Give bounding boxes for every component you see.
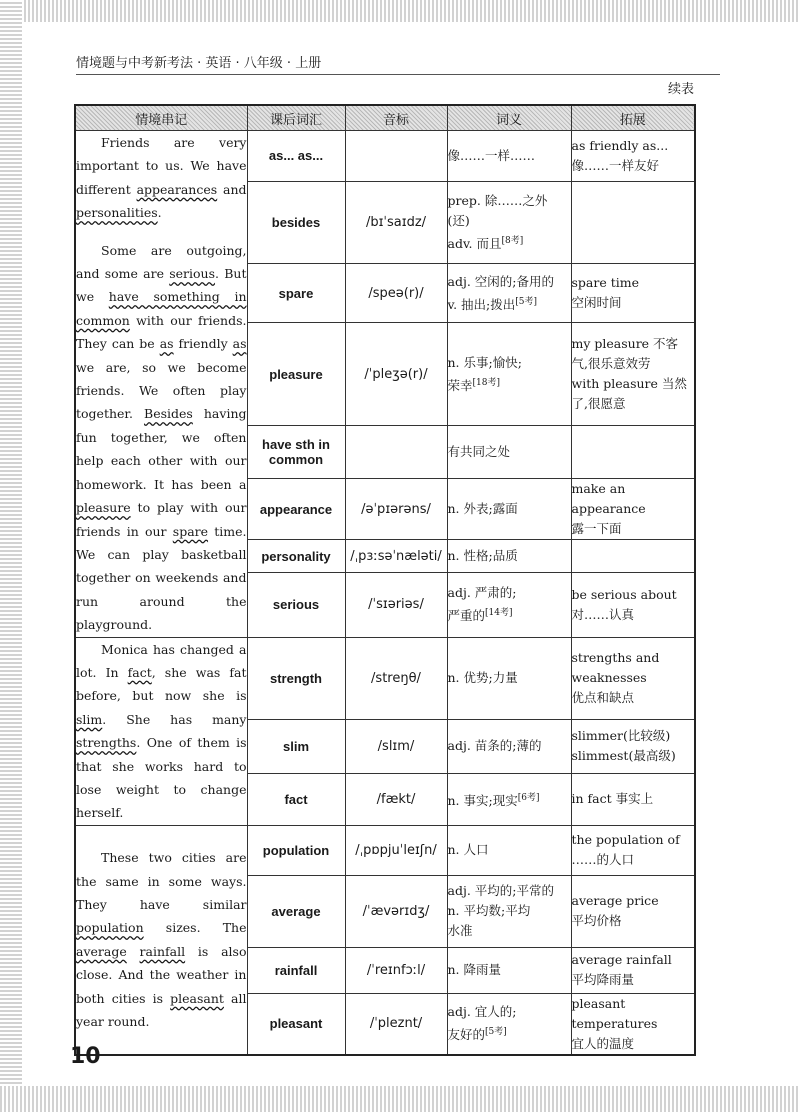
story-text: . One of them is that she works hard to lose weight to change herself. bbox=[76, 735, 247, 821]
meaning-text: n. 性格;品质 bbox=[447, 548, 518, 564]
story-cell bbox=[75, 825, 247, 1055]
meaning-line bbox=[448, 901, 571, 921]
meaning-text: prep. 除……之外 bbox=[447, 192, 548, 208]
vocab-word: average bbox=[247, 875, 345, 947]
meaning bbox=[447, 181, 571, 264]
meaning-text: n. 平均数;平均 bbox=[447, 903, 531, 919]
meaning bbox=[447, 993, 571, 1055]
phonetic: /əˈpɪərəns/ bbox=[345, 478, 447, 540]
meaning bbox=[447, 131, 571, 182]
key-word: pleasant bbox=[170, 990, 224, 1006]
story-text: . She has many bbox=[102, 711, 247, 727]
phonetic: /ˌpɜːsəˈnæləti/ bbox=[345, 540, 447, 572]
meaning-text: 有共同之处 bbox=[447, 443, 511, 459]
extension-line: the population of bbox=[571, 832, 680, 848]
meaning-line bbox=[448, 231, 571, 254]
extension bbox=[571, 264, 695, 323]
story-text: we are, so we become friends. We often play together. bbox=[76, 359, 247, 422]
key-word: slim bbox=[76, 711, 103, 727]
key-word: appearances bbox=[136, 181, 218, 197]
extension bbox=[571, 540, 695, 572]
extension bbox=[571, 637, 695, 719]
key-word: as bbox=[159, 336, 174, 352]
story-text: , she was fat before, but now she is bbox=[76, 664, 247, 704]
phonetic bbox=[345, 426, 447, 479]
meaning-text: n. 乐事;愉快; bbox=[447, 354, 522, 370]
story-text: and bbox=[217, 181, 247, 197]
exam-count: [18考] bbox=[472, 377, 500, 388]
meaning-line bbox=[448, 583, 571, 603]
meaning bbox=[447, 264, 571, 323]
story-text: Monica has changed a lot. In bbox=[76, 641, 247, 680]
vocab-word: slim bbox=[247, 719, 345, 773]
meaning-line bbox=[448, 272, 571, 292]
extension-line: 宜人的温度 bbox=[571, 1035, 635, 1051]
meaning-line bbox=[448, 373, 571, 396]
meaning bbox=[447, 637, 571, 719]
meaning bbox=[447, 875, 571, 947]
key-word: serious bbox=[169, 266, 216, 282]
story-text: friendly bbox=[173, 336, 233, 352]
story-text: . But we bbox=[76, 266, 247, 305]
story-text: is also close. And the weather in both cities is bbox=[76, 943, 247, 1006]
meaning-text: n. 降雨量 bbox=[447, 962, 501, 978]
exam-count: [14考] bbox=[485, 608, 513, 619]
story-cell bbox=[75, 637, 247, 825]
meaning-text: adj. 空闲的;备用的 bbox=[447, 273, 554, 289]
story-text: sizes. The bbox=[143, 920, 247, 936]
meaning-line bbox=[448, 840, 571, 860]
vocab-word: pleasant bbox=[247, 993, 345, 1055]
extension-line: pleasant temperatures bbox=[571, 995, 658, 1031]
phonetic: /streŋθ/ bbox=[345, 637, 447, 719]
meaning-text: n. 事实;现实 bbox=[447, 792, 518, 808]
meaning-line bbox=[448, 668, 571, 688]
story-text: with our friends. They can be bbox=[76, 312, 247, 352]
extension bbox=[571, 719, 695, 773]
story-text: all year round. bbox=[76, 990, 247, 1029]
vocab-word: as... as... bbox=[247, 131, 345, 182]
meaning-line bbox=[448, 211, 571, 231]
meaning-line bbox=[448, 292, 571, 315]
key-word: as bbox=[232, 336, 247, 352]
column-header: 词义 bbox=[447, 105, 571, 131]
meaning bbox=[447, 947, 571, 993]
extension-line: ……的人口 bbox=[571, 852, 635, 868]
phonetic: /bɪˈsaɪdz/ bbox=[345, 181, 447, 264]
story-paragraph bbox=[76, 846, 247, 1033]
meaning-text: 像……一样…… bbox=[447, 147, 536, 163]
meaning bbox=[447, 540, 571, 572]
exam-count: [5考] bbox=[515, 296, 537, 307]
key-word: average bbox=[76, 943, 127, 959]
extension-line: 空闲时间 bbox=[571, 295, 622, 311]
meaning-line bbox=[448, 546, 571, 566]
extension bbox=[571, 426, 695, 479]
phonetic bbox=[345, 131, 447, 182]
meaning-line bbox=[448, 191, 571, 211]
extension-line: make an appearance bbox=[571, 481, 646, 517]
extension-line: with pleasure 当然了,很愿意 bbox=[571, 376, 687, 412]
extension-line: my pleasure 不客气,很乐意效劳 bbox=[571, 336, 679, 372]
phonetic: /speə(r)/ bbox=[345, 264, 447, 323]
extension bbox=[571, 875, 695, 947]
vocab-word: rainfall bbox=[247, 947, 345, 993]
vocabulary-table bbox=[74, 104, 696, 1056]
story-paragraph bbox=[76, 239, 247, 637]
meaning-line bbox=[448, 499, 571, 519]
meaning bbox=[447, 825, 571, 875]
key-word: personalities bbox=[76, 205, 158, 221]
scan-edge-top bbox=[0, 0, 800, 22]
meaning bbox=[447, 572, 571, 637]
key-word: fact bbox=[127, 664, 152, 680]
phonetic: /ˈævərɪdʒ/ bbox=[345, 875, 447, 947]
key-word: spare bbox=[172, 523, 209, 539]
meaning bbox=[447, 478, 571, 540]
scan-edge-bottom bbox=[0, 1086, 800, 1112]
key-word: have something in common bbox=[76, 289, 247, 328]
vocab-word: pleasure bbox=[247, 323, 345, 426]
vocab-word: fact bbox=[247, 773, 345, 825]
phonetic: /slɪm/ bbox=[345, 719, 447, 773]
exam-count: [8考] bbox=[501, 235, 524, 246]
column-header: 情境串记 bbox=[75, 105, 247, 131]
meaning bbox=[447, 426, 571, 479]
meaning-text: adj. 严肃的; bbox=[447, 585, 517, 601]
story-text: time. We can play basketball together on weekends and run around the playground. bbox=[76, 523, 247, 633]
extension bbox=[571, 181, 695, 264]
key-word: strengths bbox=[76, 735, 137, 751]
meaning-line bbox=[448, 960, 571, 980]
extension-line: in fact 事实上 bbox=[571, 791, 654, 807]
phonetic: /ˈreɪnfɔːl/ bbox=[345, 947, 447, 993]
paragraph-gap bbox=[76, 225, 247, 239]
extension-line: as friendly as... bbox=[571, 137, 669, 153]
meaning-text: 严重的 bbox=[447, 608, 486, 624]
meaning-text: n. 人口 bbox=[447, 842, 489, 858]
running-header: 情境题与中考新考法 · 英语 · 八年级 · 上册 bbox=[76, 52, 720, 75]
vocab-word: spare bbox=[247, 264, 345, 323]
meaning-line bbox=[448, 736, 571, 756]
page-number: 10 bbox=[70, 1044, 101, 1069]
extension bbox=[571, 773, 695, 825]
vocab-word: strength bbox=[247, 637, 345, 719]
story-text: to play with our friends in our bbox=[76, 500, 247, 539]
extension-line: 露一下面 bbox=[571, 521, 622, 537]
phonetic: /ˈpleʒə(r)/ bbox=[345, 323, 447, 426]
key-word: rainfall bbox=[139, 943, 186, 959]
vocab-word: have sth in common bbox=[247, 426, 345, 479]
extension-line: 对……认真 bbox=[571, 606, 635, 622]
meaning bbox=[447, 773, 571, 825]
scan-edge-left bbox=[0, 0, 22, 1112]
phonetic: /ˌpɒpjuˈleɪʃn/ bbox=[345, 825, 447, 875]
meaning-text: adj. 苗条的;薄的 bbox=[447, 738, 542, 754]
phonetic: /fækt/ bbox=[345, 773, 447, 825]
phonetic: /ˈpleznt/ bbox=[345, 993, 447, 1055]
extension-line: 平均价格 bbox=[571, 913, 622, 929]
extension-line: slimmest(最高级) bbox=[571, 748, 676, 764]
column-header: 音标 bbox=[345, 105, 447, 131]
extension bbox=[571, 947, 695, 993]
story-cell bbox=[75, 131, 247, 638]
story-text: These two cities are the same in some ways. They have similar bbox=[76, 850, 247, 912]
story-text: Some are outgoing, and some are bbox=[76, 242, 247, 282]
table-row bbox=[75, 131, 695, 182]
phonetic: /ˈsɪəriəs/ bbox=[345, 572, 447, 637]
table-row bbox=[75, 637, 695, 719]
story-text: having fun together, we often help each other with our homework. It has been a bbox=[76, 406, 247, 492]
exam-count: [6考] bbox=[517, 792, 540, 803]
exam-count: [5考] bbox=[485, 1027, 507, 1038]
meaning-line bbox=[448, 1002, 571, 1022]
table-header-row bbox=[75, 105, 695, 131]
meaning bbox=[447, 719, 571, 773]
vocab-word: personality bbox=[247, 540, 345, 572]
vocab-word: population bbox=[247, 825, 345, 875]
meaning bbox=[447, 323, 571, 426]
story-text bbox=[127, 944, 140, 959]
table-row bbox=[75, 825, 695, 875]
key-word: Besides bbox=[144, 406, 193, 422]
extension bbox=[571, 323, 695, 426]
meaning-text: adj. 宜人的; bbox=[447, 1004, 517, 1020]
extension bbox=[571, 572, 695, 637]
meaning-line bbox=[448, 921, 571, 941]
meaning-text: adv. 而且 bbox=[447, 236, 502, 252]
meaning-text: 友好的 bbox=[447, 1027, 486, 1043]
extension bbox=[571, 478, 695, 540]
meaning-line bbox=[448, 442, 571, 462]
meaning-line bbox=[448, 603, 571, 626]
extension-line: slimmer(比较级) bbox=[571, 728, 671, 744]
extension-line: strengths and weaknesses bbox=[571, 650, 660, 686]
column-header: 拓展 bbox=[571, 105, 695, 131]
column-header: 课后词汇 bbox=[247, 105, 345, 131]
meaning-text: adj. 平均的;平常的 bbox=[447, 883, 554, 899]
story-paragraph bbox=[76, 131, 247, 225]
meaning-text: v. 抽出;拨出 bbox=[447, 296, 516, 312]
extension-line: 像……一样友好 bbox=[571, 157, 660, 173]
extension bbox=[571, 993, 695, 1055]
extension bbox=[571, 825, 695, 875]
meaning-line bbox=[448, 788, 571, 811]
meaning-line bbox=[448, 353, 571, 373]
extension-line: spare time bbox=[571, 275, 639, 291]
extension bbox=[571, 131, 695, 182]
story-text: . bbox=[157, 205, 162, 221]
continued-label: 续表 bbox=[667, 82, 694, 97]
vocab-word: besides bbox=[247, 181, 345, 264]
story-paragraph bbox=[76, 638, 247, 825]
extension-line: average rainfall bbox=[571, 952, 672, 968]
key-word: pleasure bbox=[76, 500, 131, 516]
meaning-text: n. 外表;露面 bbox=[447, 501, 518, 517]
key-word: population bbox=[76, 920, 144, 936]
meaning-line bbox=[448, 881, 571, 901]
meaning-line bbox=[448, 146, 571, 166]
extension-line: 平均降雨量 bbox=[571, 972, 635, 988]
vocab-word: appearance bbox=[247, 478, 345, 540]
meaning-text: (还) bbox=[447, 212, 470, 228]
meaning-text: n. 优势;力量 bbox=[447, 670, 518, 686]
story-text: Friends are very important to us. We have different bbox=[76, 135, 247, 197]
vocab-word: serious bbox=[247, 572, 345, 637]
extension-line: 优点和缺点 bbox=[571, 690, 635, 706]
extension-line: average price bbox=[571, 893, 659, 909]
meaning-text: 荣幸 bbox=[447, 377, 473, 393]
meaning-line bbox=[448, 1022, 571, 1045]
extension-line: be serious about bbox=[571, 586, 677, 602]
meaning-text: 水准 bbox=[447, 923, 473, 939]
